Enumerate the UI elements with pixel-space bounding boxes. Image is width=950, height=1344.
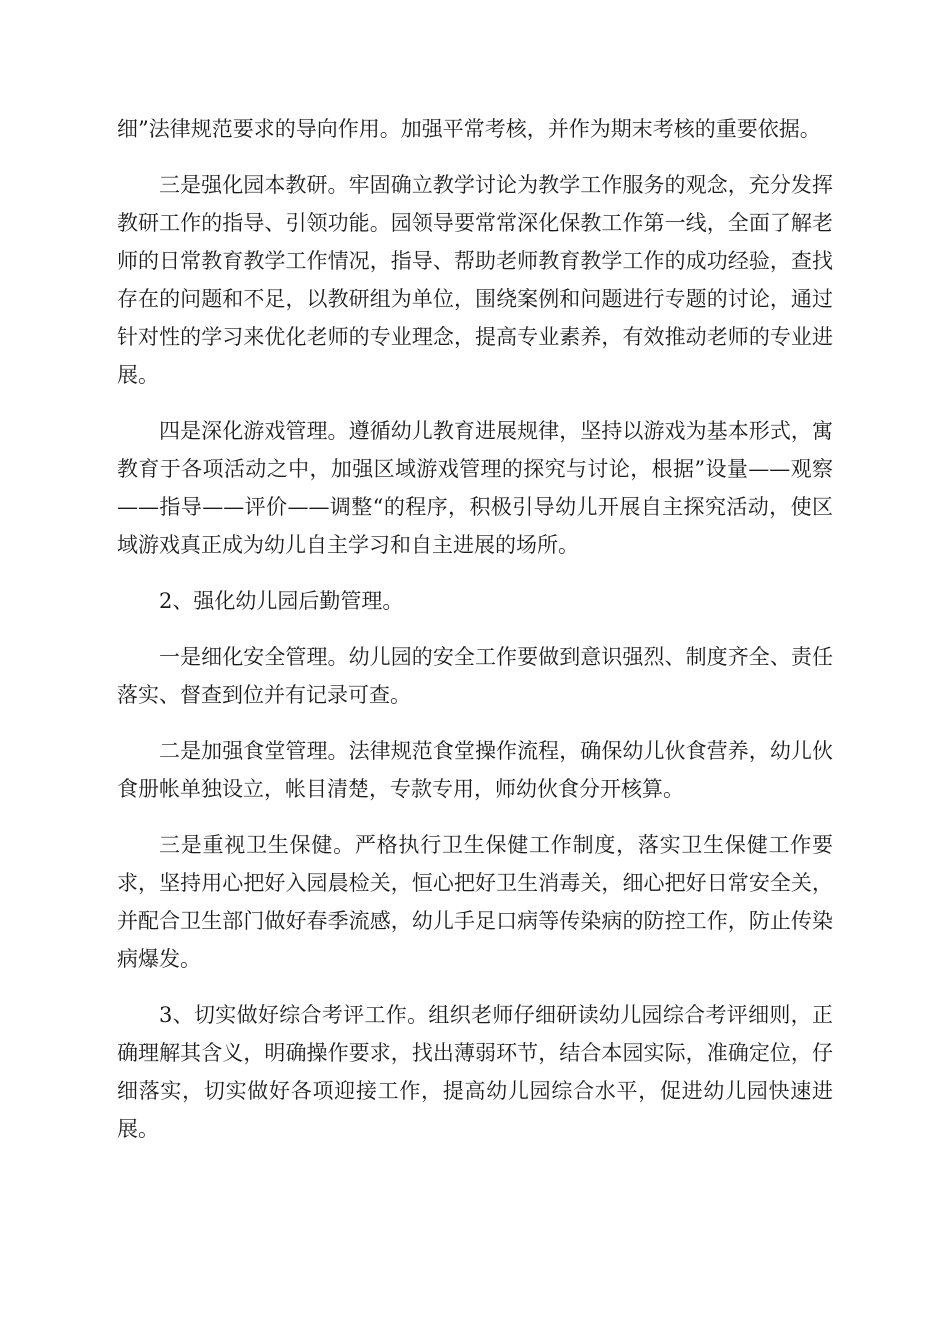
section-heading-2: 2、强化幼儿园后勤管理。 bbox=[159, 589, 404, 613]
document-body bbox=[117, 110, 833, 1166]
paragraph-6: 二是加强食堂管理。法律规范食堂操作流程，确保幼儿伙食营养，幼儿伙食册帐单独设立，帐目清楚，专款专用，师幼伙食分开核算。 bbox=[117, 739, 833, 801]
paragraph-2: 三是强化园本教研。牢固确立教学讨论为教学工作服务的观念，充分发挥教研工作的指导、引领功能。园领导要常常深化保教工作第一线，全面了解老师的日常教育教学工作情况，指导、帮助老师教育教学工作的成功经验，查找存在的问题和不足，以教研组为单位，围绕案例和问题进行专题的讨论，通过针对性的学习来优化老师的专业理念，提高专业素养，有效推动老师的专业进展。 bbox=[117, 173, 833, 387]
paragraph-1: 细”法律规范要求的导向作用。加强平常考核，并作为期末考核的重要依据。 bbox=[117, 117, 821, 141]
paragraph-8: 3、切实做好综合考评工作。组织老师仔细研读幼儿园综合考评细则，正确理解其含义，明确操作要求，找出薄弱环节，结合本园实际，准确定位，仔细落实，切实做好各项迎接工作，提高幼儿园综合水平，促进幼儿园快速进展。 bbox=[117, 1003, 833, 1141]
paragraph-5: 一是细化安全管理。幼儿园的安全工作要做到意识强烈、制度齐全、责任落实、督查到位并有记录可查。 bbox=[117, 645, 833, 707]
paragraph-3: 四是深化游戏管理。遵循幼儿教育进展规律，坚持以游戏为基本形式，寓教育于各项活动之中，加强区域游戏管理的探究与讨论，根据”设量——观察——指导——评价——调整“的程序，积极引导幼儿开展自主探究活动，使区域游戏真正成为幼儿自主学习和自主进展的场所。 bbox=[117, 419, 833, 557]
paragraph-7: 三是重视卫生保健。严格执行卫生保健工作制度，落实卫生保健工作要求，坚持用心把好入园晨检关，恒心把好卫生消毒关，细心把好日常安全关，并配合卫生部门做好春季流感，幼儿手足口病等传染病的防控工作，防止传染病爆发。 bbox=[117, 833, 833, 971]
